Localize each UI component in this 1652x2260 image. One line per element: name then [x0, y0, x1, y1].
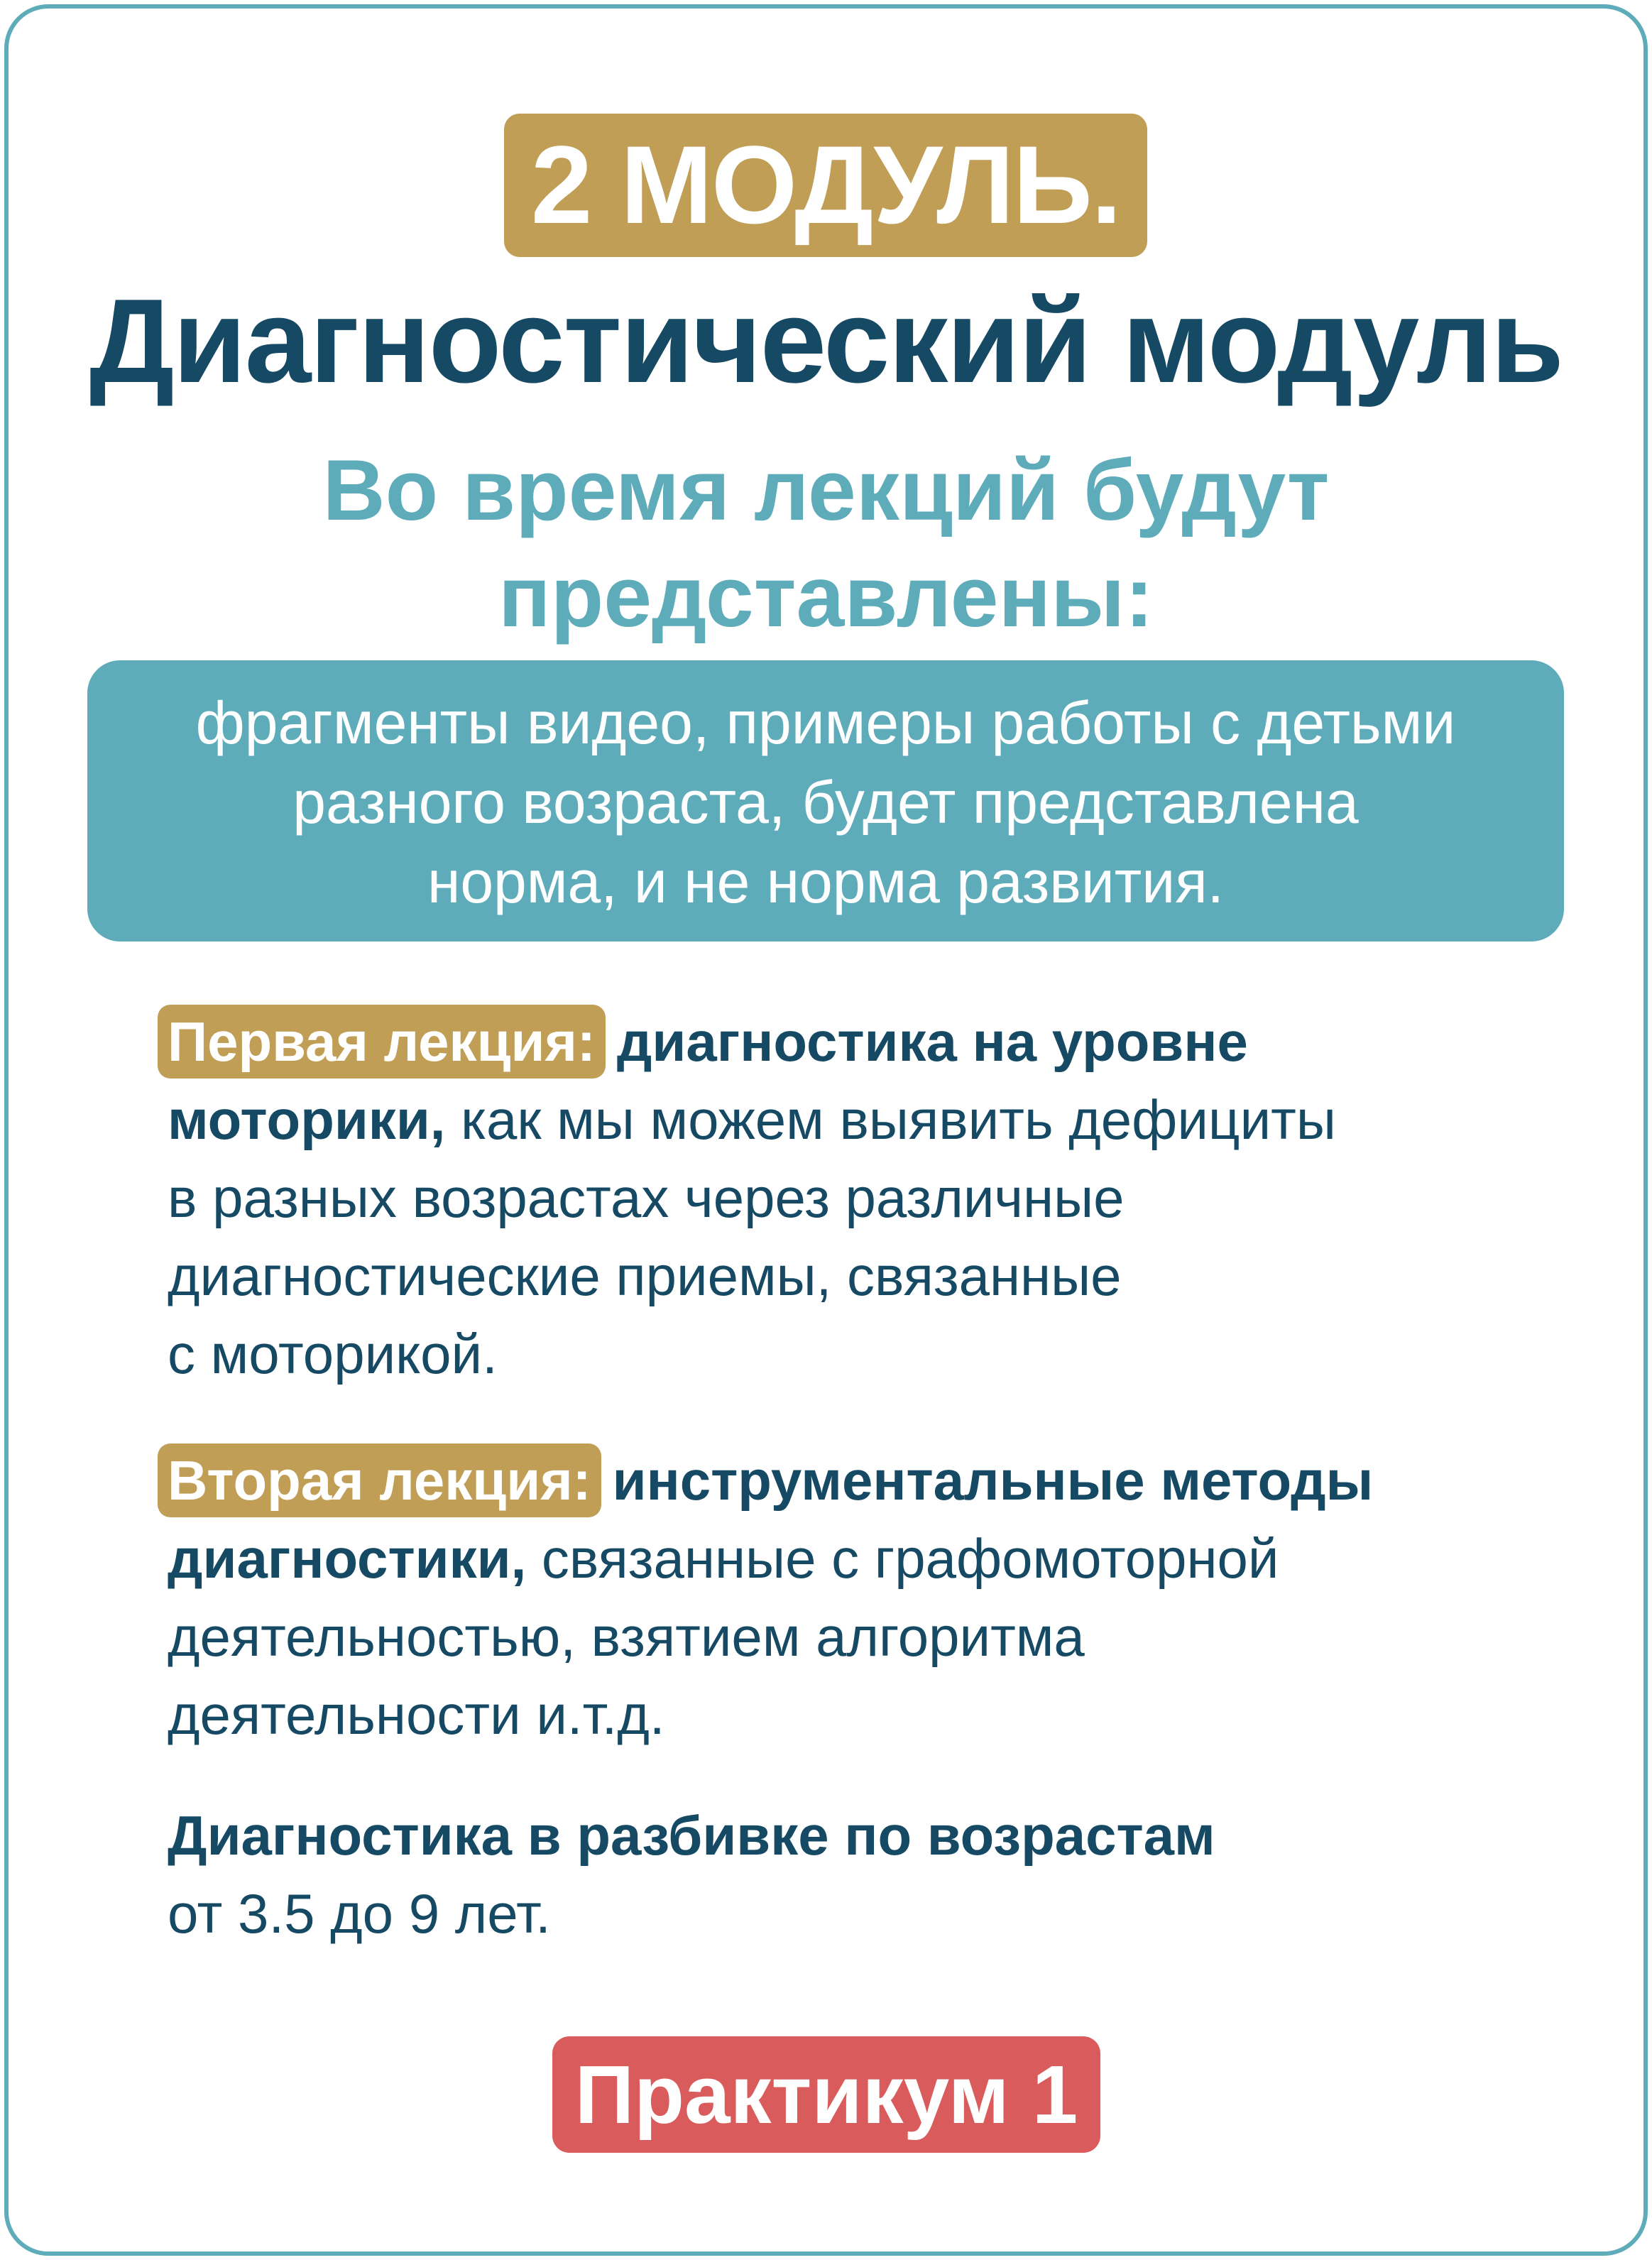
subtitle-line: представлены:	[498, 548, 1154, 645]
lecture-first	[168, 1003, 1336, 1393]
lecture-topic: диагностики,	[168, 1527, 527, 1590]
age-note-heading: Диагностика в разбивке по возрастам	[168, 1804, 1215, 1867]
lecture-topic: диагностика на уровне	[616, 1010, 1248, 1073]
lecture-topic: инструментальные методы	[612, 1449, 1374, 1512]
highlight-line: разного возраста, будет представлена	[292, 769, 1359, 836]
lecture-text: как мы можем выявить дефициты	[445, 1088, 1336, 1151]
age-note	[168, 1796, 1215, 1953]
lecture-text: в разных возрастах через различные	[168, 1167, 1125, 1229]
highlight-line: норма, и не норма развития.	[427, 848, 1225, 915]
lecture-second	[168, 1441, 1373, 1754]
lecture-text: деятельности и.т.д.	[168, 1683, 665, 1746]
lecture-text: связанные с графомоторной	[526, 1527, 1279, 1590]
age-note-range: от 3.5 до 9 лет.	[168, 1882, 551, 1945]
lecture-tag: Первая лекция:	[158, 1005, 606, 1079]
practicum-button[interactable]: Практикум 1	[552, 2036, 1100, 2153]
highlight-line: фрагменты видео, примеры работы с детьми	[195, 689, 1456, 756]
page-title: Диагностический модуль	[89, 274, 1563, 408]
lecture-text: диагностические приемы, связанные	[168, 1245, 1122, 1307]
highlight-box	[87, 660, 1564, 941]
lecture-tag: Вторая лекция:	[158, 1443, 601, 1517]
lecture-text: деятельностью, взятием алгоритма	[168, 1605, 1085, 1668]
lecture-topic: моторики,	[168, 1088, 446, 1151]
subtitle-line: Во время лекций будут	[322, 442, 1330, 538]
subtitle	[0, 437, 1652, 650]
module-badge: 2 МОДУЛЬ.	[504, 114, 1147, 257]
lecture-text: с моторикой.	[168, 1323, 498, 1385]
